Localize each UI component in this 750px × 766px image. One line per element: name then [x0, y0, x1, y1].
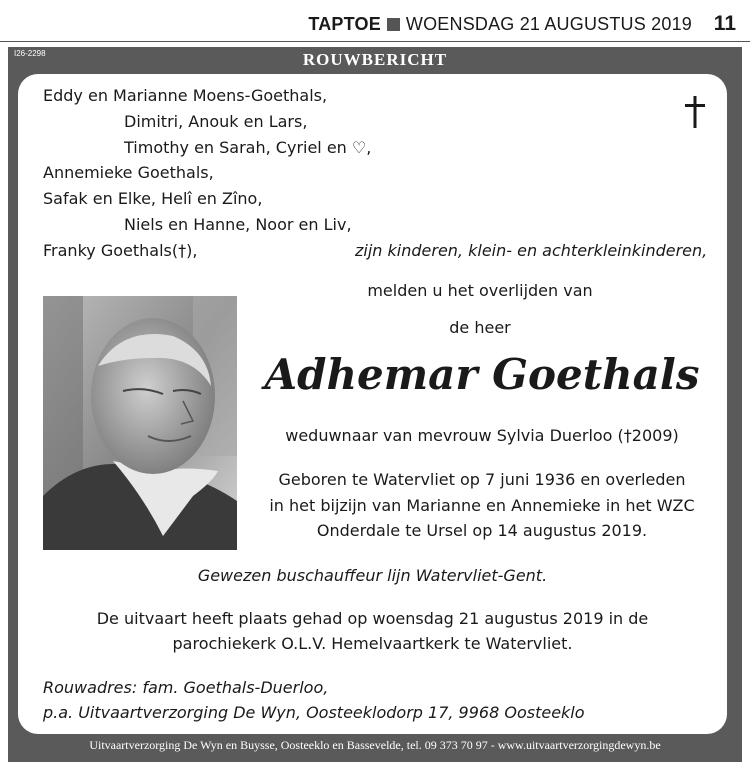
- deceased-name: Adhemar Goethals: [264, 350, 700, 399]
- family-line: Niels en Hanne, Noor en Liv,: [124, 215, 352, 234]
- family-line: Timothy en Sarah, Cyriel en ♡,: [124, 138, 372, 157]
- funeral-line: De uitvaart heeft plaats gehad op woensdag 21 augustus 2019 in de: [96, 609, 649, 628]
- ad-reference-code: I26-2298: [14, 49, 46, 58]
- square-separator-icon: [387, 18, 400, 31]
- announcement-text: melden u het overlijden van: [367, 281, 593, 300]
- portrait-photo: [43, 296, 237, 550]
- birth-death-line: in het bijzijn van Marianne en Annemieke in het WZC: [269, 496, 695, 515]
- occupation-line: Gewezen buschauffeur lijn Watervliet-Gent.: [197, 566, 548, 585]
- funeral-home-footer: Uitvaartverzorging De Wyn en Buysse, Oosteeklo en Bassevelde, tel. 09 373 70 97 - www.uitvaartverzorgingdewyn.be: [89, 738, 661, 752]
- funeral-line: parochiekerk O.L.V. Hemelvaartkerk te Watervliet.: [172, 634, 573, 653]
- family-line: Franky Goethals(†),: [43, 241, 198, 260]
- address-line: Rouwadres: fam. Goethals-Duerloo,: [43, 678, 329, 697]
- masthead-rule: [0, 41, 750, 42]
- issue-date: WOENSDAG 21 AUGUSTUS 2019: [405, 14, 692, 34]
- cross-icon: [684, 96, 706, 128]
- family-line: Safak en Elke, Helî en Zîno,: [43, 189, 263, 208]
- birth-death-line: Geboren te Watervliet op 7 juni 1936 en overleden: [278, 470, 686, 489]
- relation-line: zijn kinderen, klein- en achterkleinkinderen,: [355, 241, 708, 260]
- paper-name: TAPTOE: [308, 14, 381, 34]
- section-title: ROUWBERICHT: [302, 50, 448, 69]
- family-line: Dimitri, Anouk en Lars,: [124, 112, 308, 131]
- family-line: Eddy en Marianne Moens-Goethals,: [43, 86, 328, 105]
- honorific: de heer: [449, 318, 511, 337]
- address-line: p.a. Uitvaartverzorging De Wyn, Oosteeklodorp 17, 9968 Oosteeklo: [43, 703, 585, 722]
- newspaper-masthead: [0, 0, 750, 44]
- spouse-line: weduwnaar van mevrouw Sylvia Duerloo (†2009): [285, 426, 679, 445]
- page-number: 11: [713, 12, 736, 35]
- masthead-text: [308, 14, 692, 35]
- family-line: Annemieke Goethals,: [43, 163, 214, 182]
- birth-death-line: Onderdale te Ursel op 14 augustus 2019.: [316, 521, 648, 540]
